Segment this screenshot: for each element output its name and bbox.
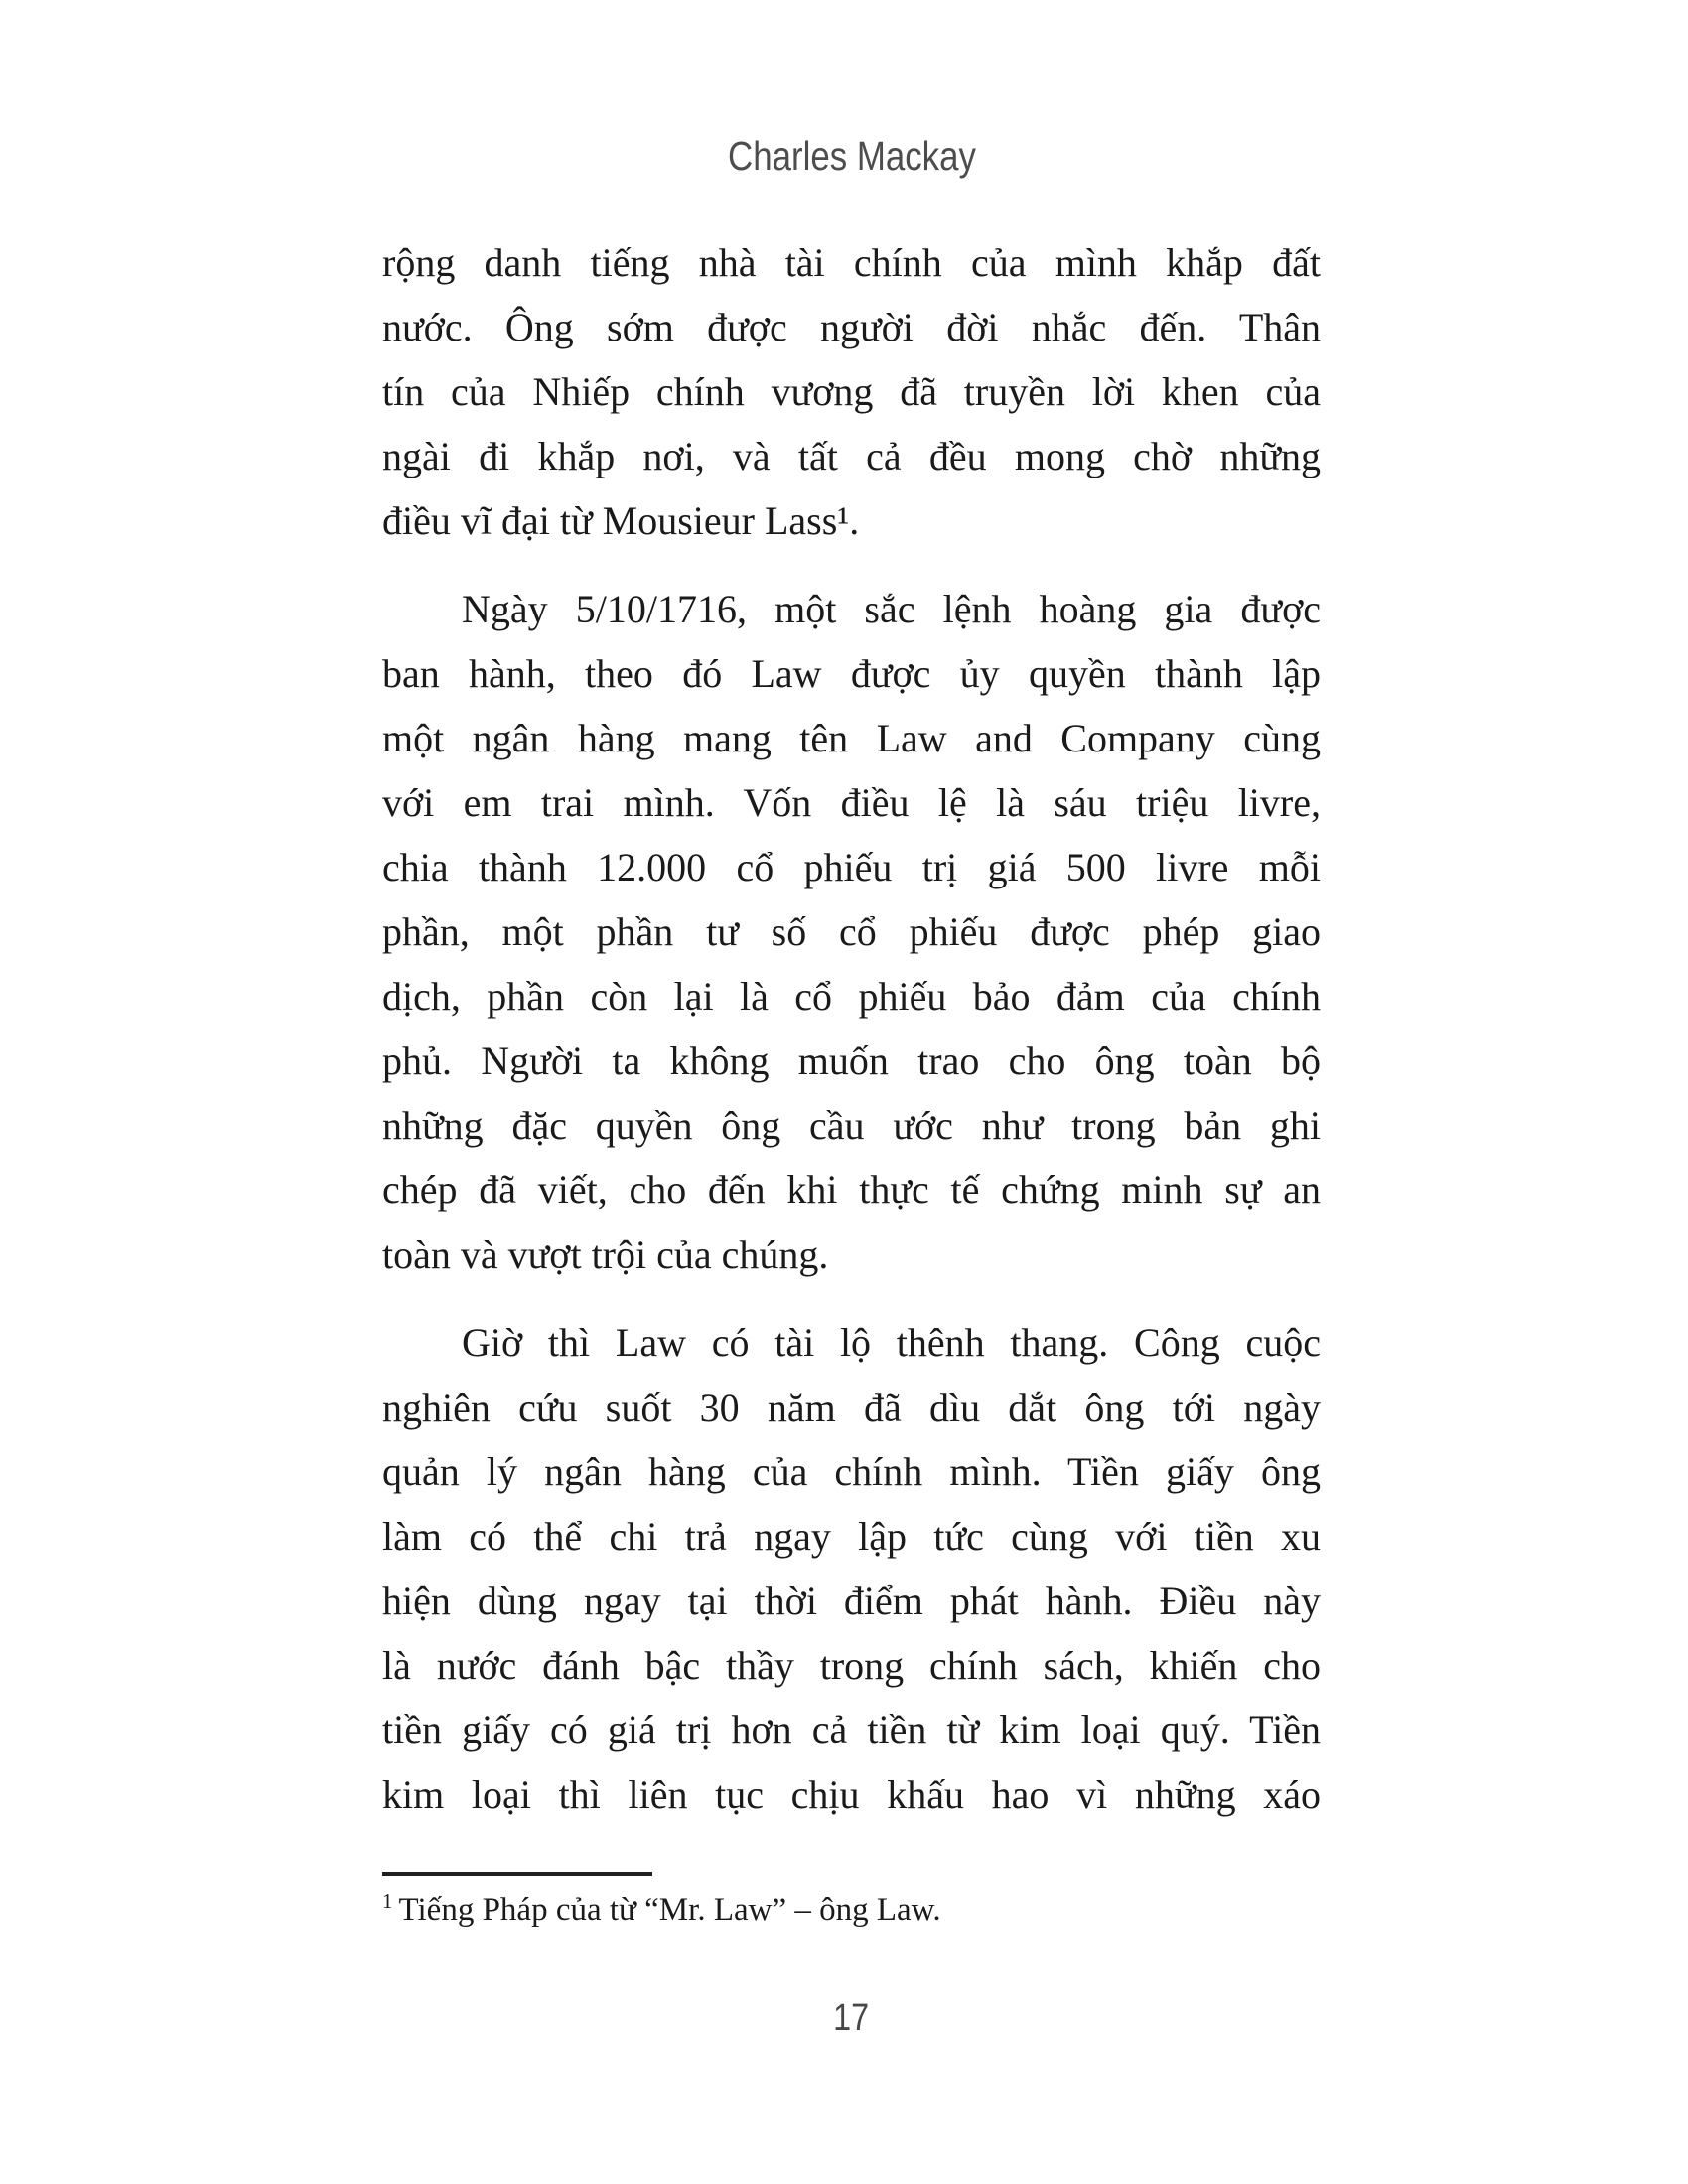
footnote-text [382,1888,1321,1932]
body-line: điều vĩ đại từ Mousieur Lass¹. [382,498,860,543]
footnote-body: Tiếng Pháp của từ “Mr. Law” – ông Law. [398,1892,941,1928]
body-line: dịch, phần còn lại là cổ phiếu bảo đảm của chính [382,974,1321,1019]
body-text [382,230,1321,1827]
body-line: nghiên cứu suốt 30 năm đã dìu dắt ông tới ngày [382,1385,1321,1430]
paragraph [382,1310,1321,1827]
body-line: tín của Nhiếp chính vương đã truyền lời khen của [382,369,1321,414]
body-line: ngài đi khắp nơi, và tất cả đều mong chờ những [382,434,1321,478]
body-line: là nước đánh bậc thầy trong chính sách, khiến cho [382,1643,1321,1688]
body-line: quản lý ngân hàng của chính mình. Tiền giấy ông [382,1449,1321,1494]
body-line: kim loại thì liên tục chịu khấu hao vì những xáo [382,1772,1321,1817]
body-line: tiền giấy có giá trị hơn cả tiền từ kim loại quý. Tiền [382,1707,1321,1752]
paragraph [382,577,1321,1287]
body-line: Ngày 5/10/1716, một sắc lệnh hoàng gia được [462,587,1321,631]
page-number [382,1997,1321,2040]
running-header-text: Charles Mackay [727,133,976,179]
running-header [382,133,1321,180]
body-line: Giờ thì Law có tài lộ thênh thang. Công cuộc [462,1320,1321,1365]
body-line: chia thành 12.000 cổ phiếu trị giá 500 livre mỗi [382,845,1321,889]
footnote-separator [382,1872,652,1876]
body-line: rộng danh tiếng nhà tài chính của mình khắp đất [382,240,1321,285]
footnote-marker: 1 [382,1889,393,1913]
body-line: chép đã viết, cho đến khi thực tế chứng minh sự an [382,1167,1321,1212]
body-line: những đặc quyền ông cầu ước như trong bản ghi [382,1103,1321,1148]
body-line: toàn và vượt trội của chúng. [382,1232,829,1277]
body-line: ban hành, theo đó Law được ủy quyền thành lập [382,651,1321,696]
page-number-text: 17 [833,1997,870,2039]
footnote [382,1872,1321,1932]
paragraph [382,230,1321,553]
body-line: hiện dùng ngay tại thời điểm phát hành. Điều này [382,1578,1321,1623]
body-line: với em trai mình. Vốn điều lệ là sáu triệu livre, [382,780,1321,825]
body-line: làm có thể chi trả ngay lập tức cùng với tiền xu [382,1514,1321,1559]
body-line: phần, một phần tư số cổ phiếu được phép giao [382,909,1321,954]
body-line: phủ. Người ta không muốn trao cho ông toàn bộ [382,1038,1321,1083]
body-line: một ngân hàng mang tên Law and Company cùng [382,716,1321,760]
body-line: nước. Ông sớm được người đời nhắc đến. Thân [382,305,1321,349]
